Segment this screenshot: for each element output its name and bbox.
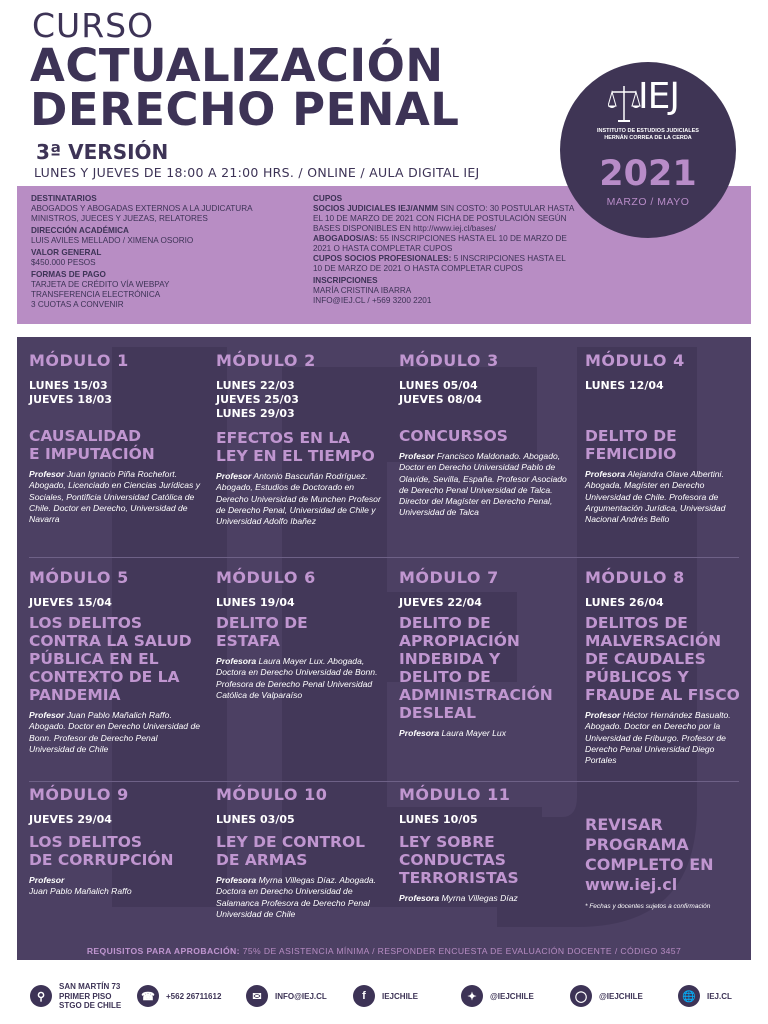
module-topic-line: DELITO DE [399,614,491,632]
institute-name-line-1: INSTITUTO DE ESTUDIOS JUDICIALES [597,128,699,134]
module-date: JUEVES 22/04 [399,596,482,609]
program-website-link[interactable]: www.iej.cl [585,875,678,894]
module-date: JUEVES 15/04 [29,596,112,609]
payment-option: TRANSFERENCIA ELECTRÓNICA [31,290,161,299]
module-dates [585,596,747,610]
module-title: MÓDULO 7 [399,568,499,587]
info-column-right [313,194,575,306]
registration-heading: INSCRIPCIONES [313,276,378,285]
program-callout-line: REVISAR [585,815,663,834]
professor-bio: Héctor Hernández Basualto. Abogado. Doctor en Derecho por la Universidad de Friburgo. Profesor de Derecho Penal Universidad Diego Portales [585,710,731,766]
module-professor [216,471,386,527]
module-dates [216,596,386,610]
module-topic-line: ESTAFA [216,632,280,650]
professor-role: Profesor [29,469,65,479]
course-title-line-1: ACTUALIZACIÓN [30,39,444,92]
professor-role: Profesora [399,728,440,738]
program-callout-line: PROGRAMA [585,835,689,854]
module-topic-line: E IMPUTACIÓN [29,445,155,463]
module-topic-line: CONTEXTO DE LA [29,668,180,686]
seats-members-detail: SIN COSTO: 30 POSTULAR HASTA EL 10 DE MARZO DE 2021 CON FICHA DE POSTULACIÓN SEGÚN BASES DISPONIBLES EN http://www.iej.cl/bases/ [313,204,574,233]
module-topic [585,427,745,463]
logo-text: IEJ [638,76,679,117]
module-date: LUNES 29/03 [216,407,295,420]
module-date: LUNES 26/04 [585,596,664,609]
course-title-line-2: DERECHO PENAL [30,83,460,136]
module-dates [29,596,205,610]
price-heading: VALOR GENERAL [31,248,102,257]
institute-name [560,128,736,142]
professor-bio: Myrna Villegas Díaz [439,893,518,903]
module-topic-line: CONDUCTAS [399,851,506,869]
professor-bio: Francisco Maldonado. Abogado, Doctor en Derecho Universidad Pablo de Olavide, Sevilla, España. Profesor Asociado de Derecho Penal Universidad de Talca. Director del Magíster en Derecho Penal, Universidad de Talca [399,451,567,518]
professor-bio: Juan Pablo Mañalich Raffo. Abogado. Doctor en Derecho Universidad de Bonn. Profesor de Derecho Penal Universidad de Chile [29,710,201,754]
module-title: MÓDULO 11 [399,785,511,804]
module-8-card [585,568,747,766]
year-label: 2021 [599,154,697,194]
module-title: MÓDULO 1 [29,351,129,370]
module-topic-line: CAUSALIDAD [29,427,142,445]
professor-role: Profesor [29,875,65,885]
module-title: MÓDULO 6 [216,568,316,587]
program-callout [585,815,749,895]
module-topic-line: LEY EN EL TIEMPO [216,447,375,465]
module-topic [29,427,205,463]
twitter-icon: ✦ [461,985,483,1007]
professor-role: Profesor [585,710,621,720]
module-date: LUNES 10/05 [399,813,478,826]
facebook-icon: f [353,985,375,1007]
location-pin-icon: ⚲ [30,985,52,1007]
module-title: MÓDULO 8 [585,568,685,587]
module-topic-line: DELITO DE [216,614,308,632]
email-item[interactable] [246,985,327,1007]
facebook-item[interactable] [353,985,418,1007]
module-date: JUEVES 18/03 [29,393,112,406]
seats-professionals-text [313,254,575,274]
module-10-card [216,785,392,920]
module-topic-line: MALVERSACIÓN [585,632,722,650]
professor-bio: Juan Ignacio Piña Rochefort. Abogado, Licenciado en Ciencias Jurídicas y Sociales, Pontificia Universidad Católica de Chile. Doctor en Derecho, Universidad de Navarra [29,469,201,525]
module-topic [216,833,392,869]
professor-role: Profesora [399,893,440,903]
module-topic-line: DELITOS DE [585,614,688,632]
module-professor [585,469,745,525]
module-topic-line: TERRORISTAS [399,869,519,887]
footer [0,972,768,1024]
module-topic-line: LOS DELITOS [29,614,143,632]
professor-role: Profesor [399,451,435,461]
module-topic-line: LEY SOBRE [399,833,495,851]
module-topic-line: DE CAUDALES [585,650,706,668]
registration-contact-info: INFO@IEJ.CL / +569 3200 2201 [313,296,432,305]
module-topic-line: FRAUDE AL FISCO [585,686,740,704]
module-title: MÓDULO 5 [29,568,129,587]
module-topic-line: DELITO DE [399,668,491,686]
module-date: LUNES 22/03 [216,379,295,392]
module-4-card [585,351,745,525]
professor-role: Profesora [216,656,257,666]
months-label: MARZO / MAYO [606,196,690,208]
module-1-card [29,351,205,525]
module-topic-line: PANDEMIA [29,686,121,704]
module-topic-line: CONTRA LA SALUD [29,632,192,650]
module-professor [585,710,747,766]
module-topic [399,427,569,445]
info-column-left [31,194,301,312]
module-date: JUEVES 29/04 [29,813,112,826]
twitter-item[interactable] [461,985,534,1007]
module-topic-line: ADMINISTRACIÓN [399,686,553,704]
module-date: LUNES 03/05 [216,813,295,826]
address-text [59,982,121,1011]
professor-bio: Antonio Bascuñán Rodríguez. Abogado, Estudios de Doctorado en Derecho Universidad de Munchen Profesor de Derecho Penal, Universidad de Chile y Universidad Adolfo Ibañez [216,471,381,527]
payment-option: 3 CUOTAS A CONVENIR [31,300,124,309]
module-dates [216,813,392,827]
requirements-detail: 75% DE ASISTENCIA MÍNIMA / RESPONDER ENCUESTA DE EVALUACIÓN DOCENTE / CÓDIGO 3457 [239,946,682,956]
module-topic-line: EFECTOS EN LA [216,429,351,447]
module-date: LUNES 05/04 [399,379,478,392]
seats-professionals-detail: 5 INSCRIPCIONES HASTA EL 10 DE MARZO DE 2021 O HASTA COMPLETAR CUPOS [313,254,566,273]
module-topic-line: INDEBIDA Y [399,650,501,668]
professor-bio: Juan Pablo Mañalich Raffo [29,886,132,897]
module-topic-line: PÚBLICA EN EL [29,650,159,668]
module-professor [29,469,205,525]
globe-icon: 🌐 [678,985,700,1007]
module-date: LUNES 15/03 [29,379,108,392]
module-professor [399,451,569,519]
module-9-card [29,785,205,898]
phone-item[interactable] [137,985,221,1007]
module-7-card [399,568,575,739]
iej-logo-badge [560,62,736,238]
module-dates [585,379,745,393]
module-6-card [216,568,386,701]
row-divider [29,781,739,782]
module-topic-line: APROPIACIÓN [399,632,520,650]
payment-option: TARJETA DE CRÉDITO VÍA WEBPAY [31,280,170,289]
institute-name-line-2: HERNÁN CORREA DE LA CERDA [604,135,692,141]
module-5-card [29,568,205,755]
module-topic-line: CONCURSOS [399,427,508,445]
module-date: LUNES 19/04 [216,596,295,609]
module-date: LUNES 12/04 [585,379,664,392]
module-professor [399,893,569,904]
module-title: MÓDULO 4 [585,351,685,370]
module-topic [399,614,575,722]
envelope-icon: ✉ [246,985,268,1007]
module-title: MÓDULO 10 [216,785,328,804]
professor-role: Profesor [216,471,252,481]
row-divider [29,557,739,558]
professor-bio: Myrna Villegas Díaz. Abogada. Doctora en Derecho Universidad de Salamanca Profesora de Derecho Penal Universidad de Chile [216,875,377,919]
program-link-card [585,815,749,910]
module-professor [216,875,392,920]
seats-members-label: SOCIOS JUDICIALES IEJ/ANMM [313,204,439,213]
module-topic [216,429,386,465]
program-callout-line: COMPLETO EN [585,855,714,874]
module-topic-line: DE ARMAS [216,851,308,869]
module-topic-line: DELITO DE [585,427,677,445]
phone-text: +562 26711612 [166,991,222,1001]
module-dates [399,596,575,610]
registration-contact-name: MARÍA CRISTINA IBARRA [313,286,412,295]
address-line: SAN MARTÍN 73 [59,982,121,991]
module-dates [29,813,205,827]
price-text: $450.000 PESOS [31,258,96,267]
course-label: CURSO [32,6,155,45]
module-date: JUEVES 25/03 [216,393,299,406]
seats-lawyers-text [313,234,575,254]
course-title [30,39,460,136]
seats-lawyers-detail: 55 INSCRIPCIONES HASTA EL 10 DE MARZO DE 2021 O HASTA COMPLETAR CUPOS [313,234,567,253]
website-text: IEJ.CL [707,991,732,1001]
instagram-icon: ◯ [570,985,592,1007]
module-topic [216,614,386,650]
module-11-card [399,785,569,904]
instagram-text: @IEJCHILE [599,991,643,1001]
module-topic [399,833,569,887]
module-professor [29,710,205,755]
modules-panel [17,337,751,946]
seats-members-text [313,204,575,234]
module-3-card [399,351,569,519]
module-topic [29,614,205,704]
professor-bio: Laura Mayer Lux. Abogada, Doctora en Derecho Universidad de Bonn. Profesora de Derecho Penal Universidad Católica de Valparaíso [216,656,378,700]
recipients-text: ABOGADOS Y ABOGADAS EXTERNOS A LA JUDICATURA MINISTROS, JUECES Y JUEZAS, RELATORES [31,204,253,223]
academic-direction-text: LUIS AVILES MELLADO / XIMENA OSORIO [31,236,194,245]
schedule-text: LUNES Y JUEVES DE 18:00 A 21:00 HRS. / ONLINE / AULA DIGITAL IEJ [34,165,480,180]
facebook-text: IEJCHILE [382,991,419,1001]
seats-heading: CUPOS [313,194,343,203]
website-item[interactable] [678,985,732,1007]
email-text: INFO@IEJ.CL [275,991,327,1001]
version-label: 3ª VERSIÓN [36,140,169,164]
professor-role: Profesora [585,469,626,479]
module-topic-line: DE CORRUPCIÓN [29,851,174,869]
requirements-bar [17,946,751,960]
payment-heading: FORMAS DE PAGO [31,270,106,279]
professor-bio: Alejandra Olave Albertini. Abogada, Magíster en Derecho Universidad de Chile. Profesora de Argumentación Jurídica, Universidad Nacional Andrés Bello [585,469,726,525]
recipients-heading: DESTINATARIOS [31,194,97,203]
disclaimer-note: * Fechas y docentes sujetos a confirmación [585,903,711,910]
address-item [30,982,121,1011]
instagram-item[interactable] [570,985,643,1007]
professor-bio: Laura Mayer Lux [439,728,506,738]
seats-lawyers-label: ABOGADOS/AS: [313,234,378,243]
module-title: MÓDULO 2 [216,351,316,370]
academic-direction-heading: DIRECCIÓN ACADÉMICA [31,226,129,235]
address-line: STGO DE CHILE [59,1001,122,1010]
module-date: JUEVES 08/04 [399,393,482,406]
module-professor [216,656,386,701]
twitter-text: @IEJCHILE [490,991,534,1001]
module-dates [399,813,569,827]
seats-professionals-label: CUPOS SOCIOS PROFESIONALES: [313,254,452,263]
module-topic-line: FEMICIDIO [585,445,677,463]
module-topic-line: LEY DE CONTROL [216,833,366,851]
module-title: MÓDULO 3 [399,351,499,370]
professor-role: Profesora [216,875,257,885]
requirements-text [17,946,751,956]
module-dates [216,379,386,421]
module-topic [29,833,205,869]
module-topic-line: PÚBLICOS Y [585,668,689,686]
module-professor [29,875,205,898]
module-2-card [216,351,386,527]
module-topic-line: DESLEAL [399,704,476,722]
requirements-label: REQUISITOS PARA APROBACIÓN: [86,946,240,956]
phone-icon: ☎ [137,985,159,1007]
module-topic-line: LOS DELITOS [29,833,143,851]
module-professor [399,728,575,739]
module-title: MÓDULO 9 [29,785,129,804]
address-line: PRIMER PISO [59,991,112,1001]
module-dates [29,379,205,407]
professor-role: Profesor [29,710,65,720]
module-topic [585,614,747,704]
module-dates [399,379,569,407]
